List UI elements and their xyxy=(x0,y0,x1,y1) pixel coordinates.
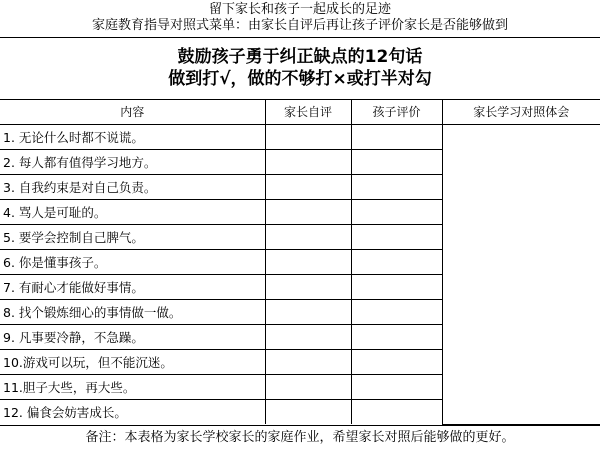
parent-self-eval-cell[interactable] xyxy=(265,224,351,249)
sheet-title: 鼓励孩子勇于纠正缺点的12句话 xyxy=(177,47,423,67)
row-item-text: 4. 骂人是可耻的。 xyxy=(0,199,265,224)
child-eval-cell[interactable] xyxy=(351,349,442,374)
header-subtitle: 家庭教育指导对照式菜单：由家长自评后再让孩子评价家长是否能够做到 xyxy=(91,18,508,33)
parent-self-eval-cell[interactable] xyxy=(265,249,351,274)
child-eval-cell[interactable] xyxy=(351,324,442,349)
child-eval-cell[interactable] xyxy=(351,124,442,149)
parent-self-eval-cell[interactable] xyxy=(265,149,351,174)
child-eval-cell[interactable] xyxy=(351,399,442,424)
header-title: 留下家长和孩子一起成长的足迹 xyxy=(208,2,391,17)
footer-note: 备注：本表格为家长学校家长的家庭作业，希望家长对照后能够做的更好。 xyxy=(85,430,515,445)
row-item-text: 3. 自我约束是对自己负责。 xyxy=(0,174,265,199)
parent-self-eval-cell[interactable] xyxy=(265,274,351,299)
row-item-text: 10.游戏可以玩，但不能沉迷。 xyxy=(0,349,265,374)
title-block xyxy=(0,38,600,100)
column-header-parent-self-eval: 家长自评 xyxy=(265,100,351,124)
parent-self-eval-cell[interactable] xyxy=(265,299,351,324)
row-item-text: 1. 无论什么时都不说谎。 xyxy=(0,124,265,149)
row-item-text: 8. 找个锻炼细心的事情做一做。 xyxy=(0,299,265,324)
child-eval-cell[interactable] xyxy=(351,374,442,399)
child-eval-cell[interactable] xyxy=(351,249,442,274)
parent-self-eval-cell[interactable] xyxy=(265,349,351,374)
row-item-text: 12. 偏食会妨害成长。 xyxy=(0,399,265,424)
child-eval-cell[interactable] xyxy=(351,199,442,224)
sheet-instructions: 做到打√，做的不够打×或打半对勾 xyxy=(168,69,432,89)
column-header-content: 内容 xyxy=(0,100,265,124)
row-item-text: 5. 要学会控制自己脾气。 xyxy=(0,224,265,249)
row-item-text: 2. 每人都有值得学习地方。 xyxy=(0,149,265,174)
table-header-row xyxy=(0,100,600,124)
parent-reflection-cell[interactable] xyxy=(442,124,600,424)
column-header-parent-reflection: 家长学习对照体会 xyxy=(442,100,600,124)
parent-self-eval-cell[interactable] xyxy=(265,174,351,199)
parent-self-eval-cell[interactable] xyxy=(265,374,351,399)
row-item-text: 9. 凡事要冷静，不急躁。 xyxy=(0,324,265,349)
row-item-text: 6. 你是懂事孩子。 xyxy=(0,249,265,274)
parent-self-eval-cell[interactable] xyxy=(265,124,351,149)
parent-self-eval-cell[interactable] xyxy=(265,399,351,424)
row-item-text: 7. 有耐心才能做好事情。 xyxy=(0,274,265,299)
child-eval-cell[interactable] xyxy=(351,224,442,249)
child-eval-cell[interactable] xyxy=(351,274,442,299)
parent-self-eval-cell[interactable] xyxy=(265,324,351,349)
evaluation-table xyxy=(0,100,600,425)
child-eval-cell[interactable] xyxy=(351,299,442,324)
checklist-sheet xyxy=(0,37,600,426)
row-item-text: 11.胆子大些，再大些。 xyxy=(0,374,265,399)
table-row xyxy=(0,124,600,149)
child-eval-cell[interactable] xyxy=(351,174,442,199)
column-header-child-eval: 孩子评价 xyxy=(351,100,442,124)
child-eval-cell[interactable] xyxy=(351,149,442,174)
parent-self-eval-cell[interactable] xyxy=(265,199,351,224)
